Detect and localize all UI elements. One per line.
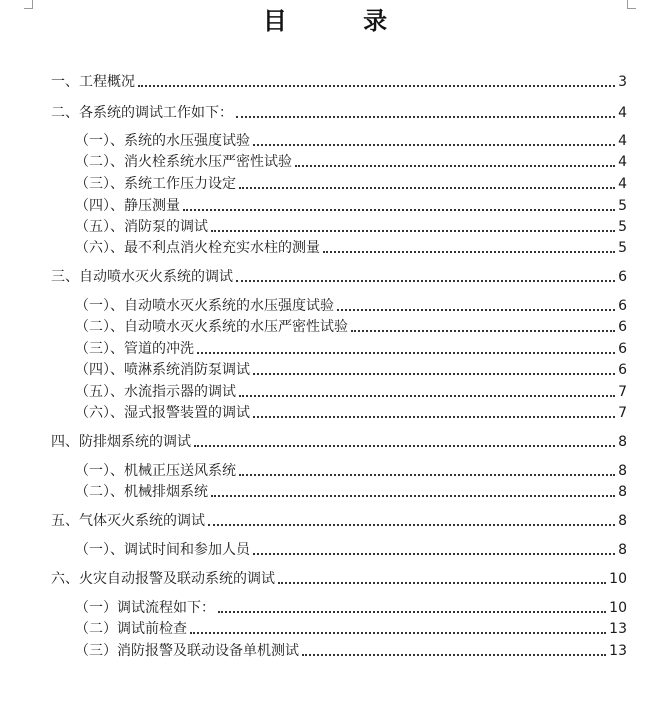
toc-page-number: 10 [609,571,627,587]
toc-page-number: 10 [609,600,627,616]
toc-entry[interactable] [75,296,627,316]
toc-entry-text: （五）、消防泵的调试 [75,219,208,235]
toc-entry-text: （六）、湿式报警装置的调试 [75,405,250,421]
dot-leader [208,524,615,526]
toc-entry-text: （一）、调试时间和参加人员 [75,542,250,558]
dot-leader [239,474,615,476]
toc-entry-text: （三）、管道的冲洗 [75,341,194,357]
dot-leader [211,230,615,232]
toc-entry[interactable] [75,131,627,151]
dot-leader [302,654,606,656]
toc-entry[interactable] [75,238,627,258]
toc-entry-text: 二、各系统的调试工作如下： [51,105,233,121]
toc-page-number: 8 [618,513,627,529]
toc-entry-text: （五）、水流指示器的调试 [75,384,236,400]
toc-entry-text: （二）调试前检查 [75,621,187,637]
toc-page-number: 4 [618,154,627,170]
toc-page-number: 6 [618,298,627,314]
toc-page-number: 7 [618,405,627,421]
toc-entry-text: （六）、最不利点消火栓充实水柱的测量 [75,240,320,256]
toc-page-number: 4 [618,176,627,192]
toc-entry[interactable] [75,217,627,237]
toc-entry-text: （四）、静压测量 [75,198,180,214]
toc-entry[interactable] [51,72,627,92]
dot-leader [236,280,615,282]
toc-page-number: 6 [618,269,627,285]
dot-leader [183,209,615,211]
toc-page-number: 4 [618,133,627,149]
toc-entry[interactable] [51,432,627,452]
toc-entry[interactable] [75,174,627,194]
toc-page-number: 6 [618,319,627,335]
toc-page-number: 5 [618,198,627,214]
toc-page-number: 8 [618,484,627,500]
toc-entry[interactable] [75,641,627,661]
toc-entry[interactable] [75,360,627,380]
dot-leader [295,165,615,167]
toc-entry-text: （一）调试流程如下： [75,600,215,616]
toc-entry-text: 六、火灾自动报警及联动系统的调试 [51,571,275,587]
toc-entry[interactable] [75,619,627,639]
toc-entry-text: （二）、机械排烟系统 [75,484,208,500]
toc-page-number: 8 [618,463,627,479]
toc-page-number: 7 [618,384,627,400]
dot-leader [194,445,615,447]
toc-page-number: 8 [618,434,627,450]
toc-entry[interactable] [75,540,627,560]
toc-entry[interactable] [51,267,627,287]
toc-page-number: 5 [618,219,627,235]
toc-entry-text: 五、气体灭火系统的调试 [51,513,205,529]
toc-page-number: 3 [618,74,627,90]
toc-entry-text: （二）、自动喷水灭火系统的水压严密性试验 [75,319,348,335]
toc-entry-text: （四）、喷淋系统消防泵调试 [75,362,250,378]
toc-page-number: 4 [618,105,627,121]
toc-entry[interactable] [75,339,627,359]
dot-leader [239,187,615,189]
toc-page-number: 6 [618,362,627,378]
dot-leader [218,611,606,613]
toc-entry-text: （一）、机械正压送风系统 [75,463,236,479]
toc-entry[interactable] [51,103,627,123]
toc-entry-text: 一、工程概况 [51,74,135,90]
toc-entry-text: 三、自动喷水灭火系统的调试 [51,269,233,285]
dot-leader [253,373,615,375]
toc-entry[interactable] [75,598,627,618]
dot-leader [323,251,615,253]
toc-entry[interactable] [75,482,627,502]
toc-entry[interactable] [75,461,627,481]
toc-entry-text: （一）、系统的水压强度试验 [75,133,250,149]
toc-entry-text: （二）、消火栓系统水压严密性试验 [75,154,292,170]
toc-entry[interactable] [51,569,627,589]
dot-leader [211,495,615,497]
toc-page-number: 5 [618,240,627,256]
dot-leader [351,330,615,332]
dot-leader [197,352,615,354]
dot-leader [138,85,615,87]
dot-leader [236,116,615,118]
toc-entry[interactable] [75,382,627,402]
toc-entry-text: （一）、自动喷水灭火系统的水压强度试验 [75,298,334,314]
toc-page-number: 13 [609,621,627,637]
toc-page-number: 6 [618,341,627,357]
toc-page-number: 13 [609,643,627,659]
toc-entry[interactable] [75,317,627,337]
dot-leader [337,309,615,311]
toc-entry-text: 四、防排烟系统的调试 [51,434,191,450]
page-title: 目 录 [262,6,422,35]
dot-leader [253,553,615,555]
dot-leader [278,582,606,584]
toc-entry[interactable] [75,152,627,172]
toc-page-number: 8 [618,542,627,558]
toc-entry-text: （三）消防报警及联动设备单机测试 [75,643,299,659]
dot-leader [253,144,615,146]
toc-entry[interactable] [51,511,627,531]
toc-entry-text: （三）、系统工作压力设定 [75,176,236,192]
toc-entry[interactable] [75,196,627,216]
toc-entry[interactable] [75,403,627,423]
dot-leader [253,416,615,418]
dot-leader [239,395,615,397]
dot-leader [190,632,606,634]
